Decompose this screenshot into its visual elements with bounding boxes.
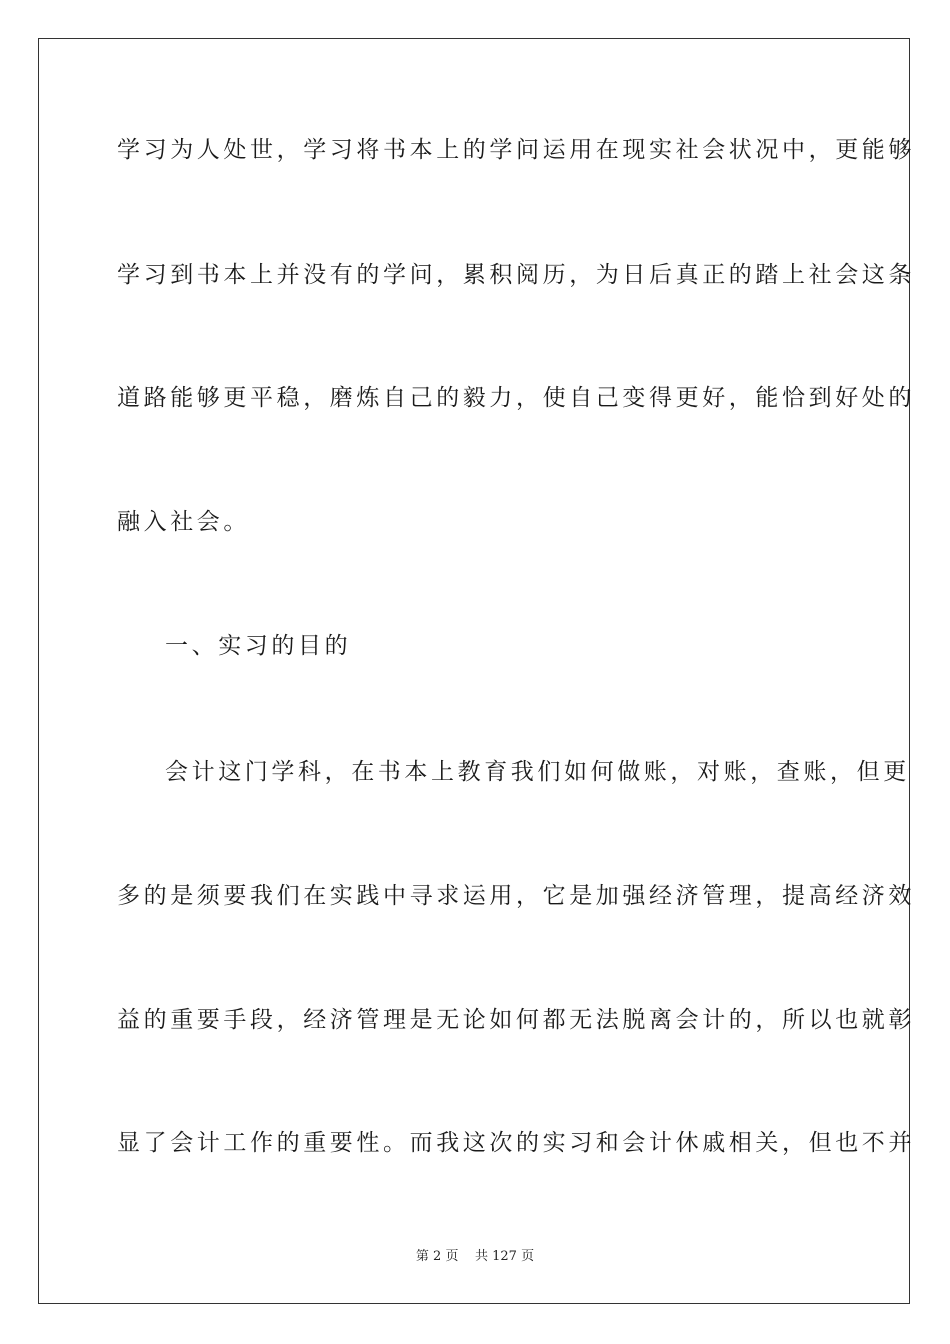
text-line-2: 学习到书本上并没有的学问，累积阅历，为日后真正的踏上社会这条 [117,262,915,288]
text-line-6: 会计这门学科，在书本上教育我们如何做账，对账，查账，但更 [165,759,910,785]
page-footer: 第 2 页 共 127 页 [415,1249,535,1264]
text-line-1: 学习为人处世，学习将书本上的学问运用在现实社会状况中，更能够 [117,137,915,163]
text-line-4: 融入社会。 [117,509,250,535]
text-line-3: 道路能够更平稳，磨炼自己的毅力，使自己变得更好，能恰到好处的 [117,385,915,411]
text-line-9: 显了会计工作的重要性。而我这次的实习和会计休戚相关，但也不并 [117,1130,915,1156]
text-line-8: 益的重要手段，经济管理是无论如何都无法脱离会计的，所以也就彰 [117,1007,915,1033]
page-border [38,38,915,1304]
text-line-7: 多的是须要我们在实践中寻求运用，它是加强经济管理，提高经济效 [117,883,915,909]
section-heading: 一、实习的目的 [165,633,352,659]
